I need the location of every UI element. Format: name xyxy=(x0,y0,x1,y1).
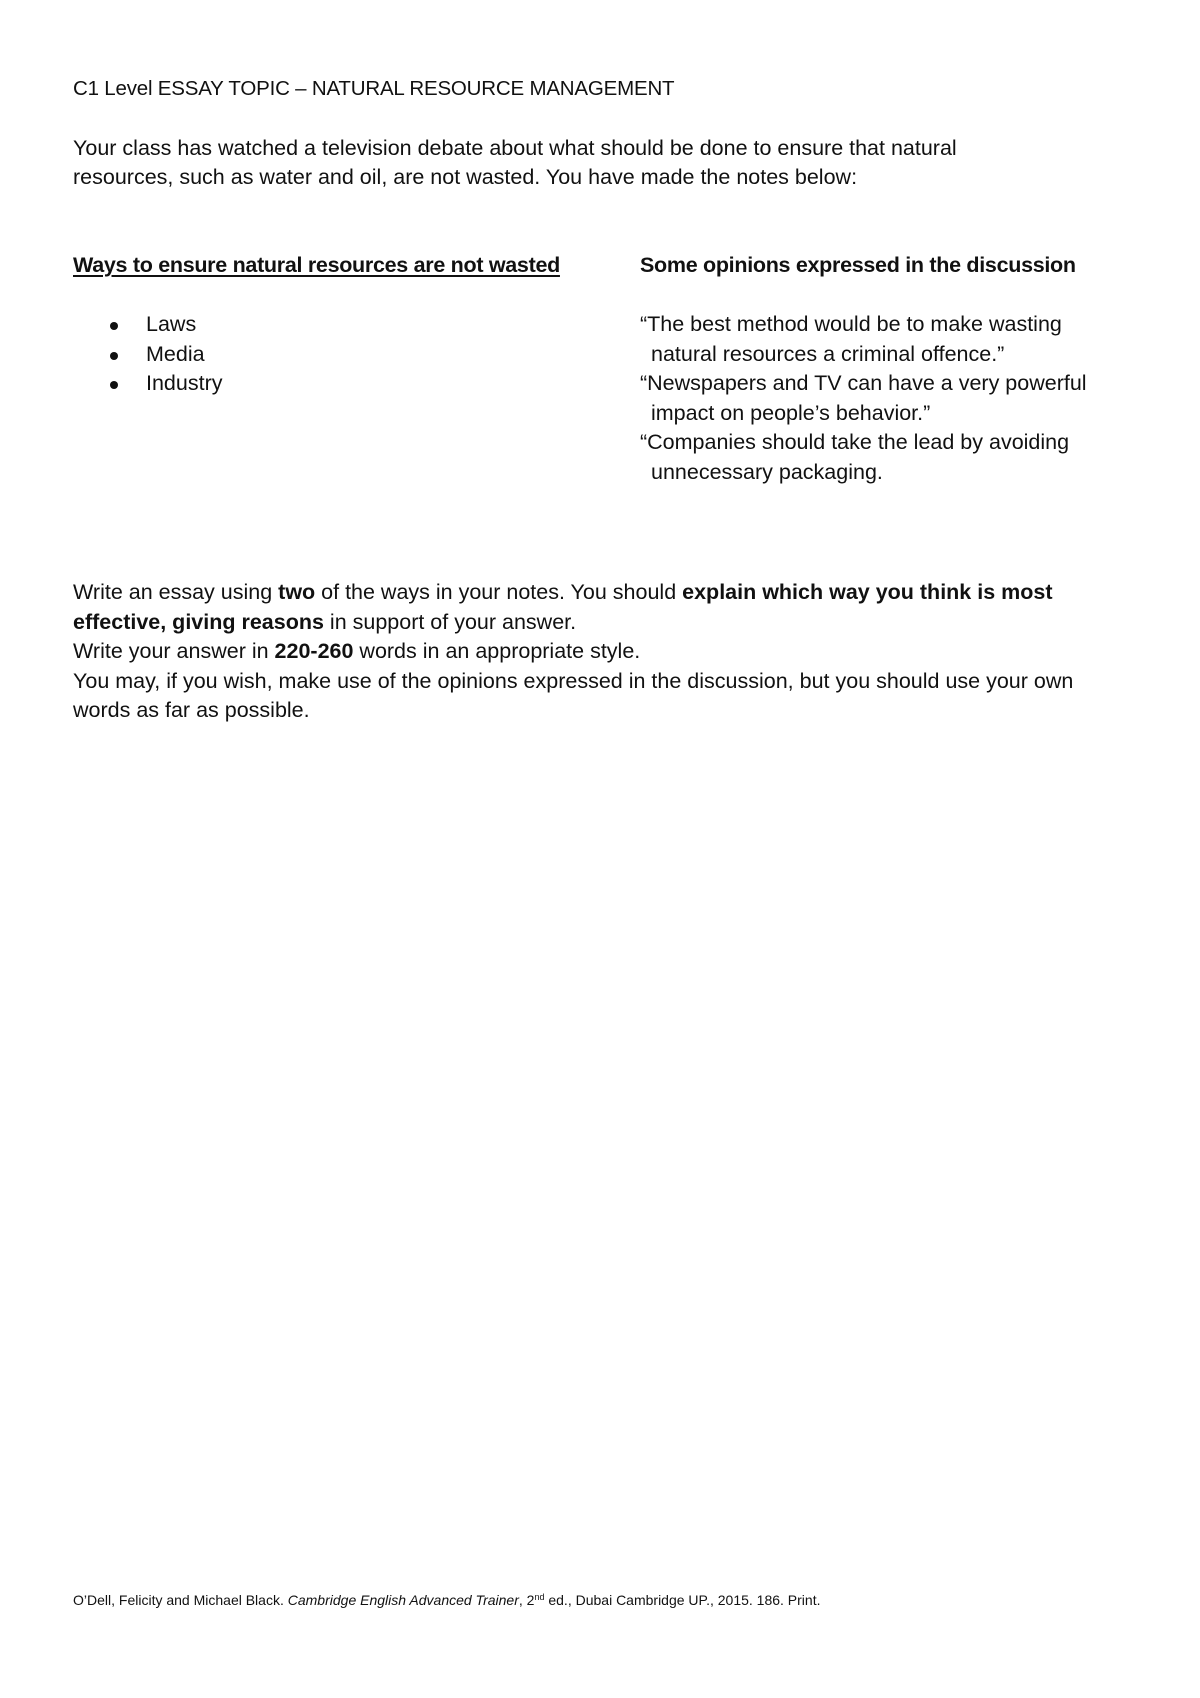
task-text: Write your answer in xyxy=(73,639,275,663)
intro-paragraph xyxy=(73,134,957,192)
list-item xyxy=(108,340,222,370)
way-label: Laws xyxy=(146,312,197,336)
way-label: Media xyxy=(146,341,205,366)
opinion-line-1: “The best method would be to make wasting xyxy=(640,312,1062,336)
intro-line-1: Your class has watched a television debate about what should be done to ensure that natural xyxy=(73,136,957,160)
citation-authors: O’Dell, Felicity and Michael Black. xyxy=(73,1592,288,1608)
ways-heading: Ways to ensure natural resources are not wasted xyxy=(73,253,560,277)
citation-edition-suffix: nd xyxy=(534,1592,545,1602)
list-item xyxy=(108,310,222,340)
task-text: of the ways in your notes. You should xyxy=(315,580,683,604)
task-instructions xyxy=(73,578,1133,726)
citation-publisher: ed., Dubai Cambridge UP., 2015. 186. Print. xyxy=(544,1592,821,1608)
document-title: C1 Level ESSAY TOPIC – NATURAL RESOURCE MANAGEMENT xyxy=(73,77,675,100)
bullet-icon xyxy=(110,352,118,360)
opinion-line-2: natural resources a criminal offence.” xyxy=(651,341,1005,366)
bullet-icon xyxy=(110,381,118,389)
opinion-line-2: unnecessary packaging. xyxy=(651,459,883,484)
citation-edition: , 2 xyxy=(518,1592,535,1608)
opinion-line-2: impact on people’s behavior.” xyxy=(651,400,931,425)
citation-footer xyxy=(73,1591,820,1609)
way-label: Industry xyxy=(146,371,223,395)
task-line-4: You may, if you wish, make use of the opinions expressed in the discussion, but you should use your own xyxy=(73,668,1074,693)
opinions-heading: Some opinions expressed in the discussion xyxy=(640,253,1076,277)
ways-list xyxy=(108,310,222,399)
task-line-3 xyxy=(73,637,1133,667)
list-item xyxy=(108,369,222,399)
opinion-line-1: “Newspapers and TV can have a very powerful xyxy=(640,371,1087,395)
task-line-2 xyxy=(73,608,1133,638)
intro-line-2: resources, such as water and oil, are not wasted. You have made the notes below: xyxy=(73,165,858,189)
task-emphasis: explain which way you think is most xyxy=(682,580,1053,604)
task-text: in support of your answer. xyxy=(323,609,577,634)
opinions-list xyxy=(640,310,1100,487)
opinion-line-1: “Companies should take the lead by avoiding xyxy=(640,430,1070,454)
opinion-quote xyxy=(640,369,1100,428)
opinion-quote xyxy=(640,428,1100,487)
task-emphasis: two xyxy=(278,580,316,604)
bullet-icon xyxy=(110,322,118,330)
task-text: words in an appropriate style. xyxy=(353,639,641,663)
task-line-5: words as far as possible. xyxy=(73,698,310,722)
task-text: Write an essay using xyxy=(73,580,279,604)
task-line-1 xyxy=(73,578,1133,608)
word-count-range: 220-260 xyxy=(274,639,354,663)
opinion-quote xyxy=(640,310,1100,369)
citation-book-title: Cambridge English Advanced Trainer xyxy=(287,1592,519,1608)
task-emphasis: effective, giving reasons xyxy=(73,609,324,634)
